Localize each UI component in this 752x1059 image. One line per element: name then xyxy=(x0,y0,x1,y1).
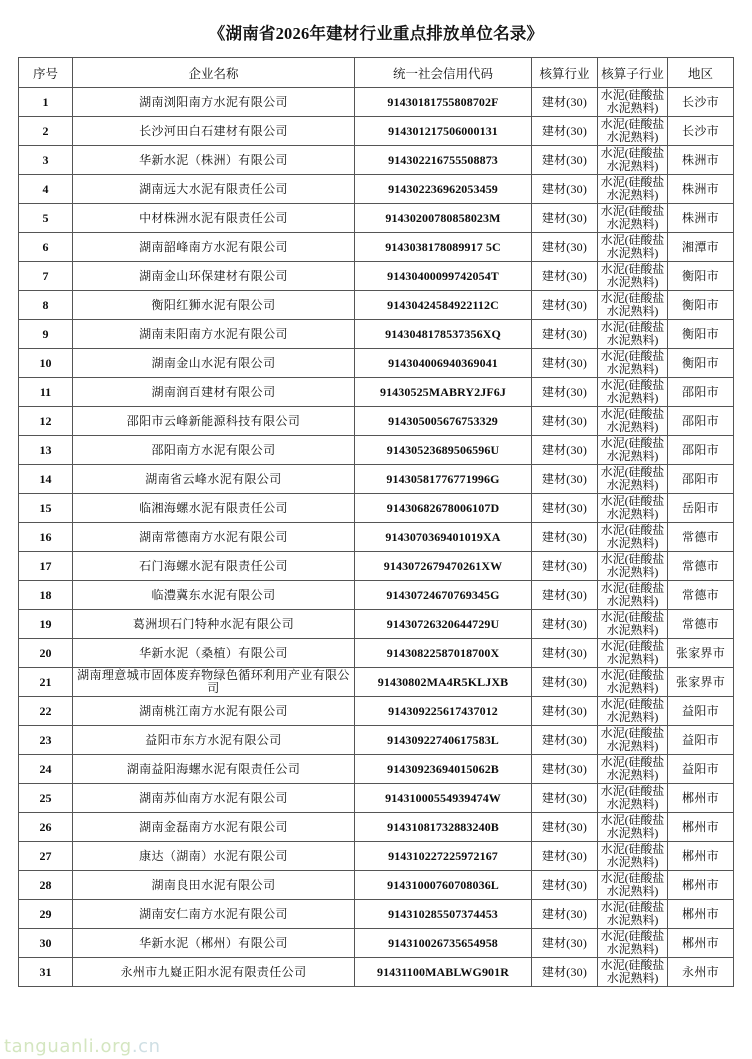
cell-region: 衡阳市 xyxy=(668,349,734,378)
cell-subindustry: 水泥(硅酸盐水泥熟料) xyxy=(598,175,668,204)
cell-region: 长沙市 xyxy=(668,117,734,146)
cell-credit-code: 91430424584922112C xyxy=(355,291,532,320)
cell-region: 岳阳市 xyxy=(668,494,734,523)
cell-region: 衡阳市 xyxy=(668,291,734,320)
cell-sequence-number: 28 xyxy=(19,871,73,900)
cell-industry: 建材(30) xyxy=(532,465,598,494)
cell-credit-code: 914305005676753329 xyxy=(355,407,532,436)
cell-credit-code: 914302216755508873 xyxy=(355,146,532,175)
cell-sequence-number: 5 xyxy=(19,204,73,233)
cell-credit-code: 91431081732883240B xyxy=(355,813,532,842)
cell-credit-code: 914310026735654958 xyxy=(355,929,532,958)
cell-sequence-number: 10 xyxy=(19,349,73,378)
cell-region: 郴州市 xyxy=(668,813,734,842)
table-row xyxy=(19,552,734,581)
cell-credit-code: 91430525MABRY2JF6J xyxy=(355,378,532,407)
table-row xyxy=(19,378,734,407)
cell-sequence-number: 1 xyxy=(19,88,73,117)
cell-credit-code: 9143070369401019XA xyxy=(355,523,532,552)
cell-sequence-number: 29 xyxy=(19,900,73,929)
cell-credit-code: 91430726320644729U xyxy=(355,610,532,639)
cell-industry: 建材(30) xyxy=(532,552,598,581)
cell-region: 张家界市 xyxy=(668,668,734,697)
cell-industry: 建材(30) xyxy=(532,291,598,320)
cell-credit-code: 91430682678006107D xyxy=(355,494,532,523)
column-header-code: 统一社会信用代码 xyxy=(355,58,532,88)
cell-subindustry: 水泥(硅酸盐水泥熟料) xyxy=(598,262,668,291)
cell-industry: 建材(30) xyxy=(532,697,598,726)
cell-region: 衡阳市 xyxy=(668,320,734,349)
cell-region: 张家界市 xyxy=(668,639,734,668)
cell-region: 常德市 xyxy=(668,552,734,581)
cell-credit-code: 91431000760708036L xyxy=(355,871,532,900)
cell-sequence-number: 9 xyxy=(19,320,73,349)
table-row xyxy=(19,813,734,842)
cell-industry: 建材(30) xyxy=(532,233,598,262)
cell-region: 邵阳市 xyxy=(668,378,734,407)
cell-credit-code: 91430523689506596U xyxy=(355,436,532,465)
cell-sequence-number: 27 xyxy=(19,842,73,871)
table-row xyxy=(19,784,734,813)
cell-company-name: 石门海螺水泥有限责任公司 xyxy=(73,552,355,581)
table-row xyxy=(19,697,734,726)
table-row xyxy=(19,117,734,146)
cell-subindustry: 水泥(硅酸盐水泥熟料) xyxy=(598,784,668,813)
cell-industry: 建材(30) xyxy=(532,117,598,146)
cell-company-name: 华新水泥（株洲）有限公司 xyxy=(73,146,355,175)
cell-sequence-number: 15 xyxy=(19,494,73,523)
cell-company-name: 湖南理意城市固体废弃物绿色循环利用产业有限公司 xyxy=(73,668,355,697)
cell-subindustry: 水泥(硅酸盐水泥熟料) xyxy=(598,523,668,552)
cell-company-name: 湖南金山水泥有限公司 xyxy=(73,349,355,378)
cell-company-name: 湖南益阳海螺水泥有限责任公司 xyxy=(73,755,355,784)
cell-region: 衡阳市 xyxy=(668,262,734,291)
cell-subindustry: 水泥(硅酸盐水泥熟料) xyxy=(598,407,668,436)
cell-industry: 建材(30) xyxy=(532,378,598,407)
cell-region: 邵阳市 xyxy=(668,465,734,494)
cell-region: 常德市 xyxy=(668,610,734,639)
cell-industry: 建材(30) xyxy=(532,871,598,900)
cell-company-name: 衡阳红狮水泥有限公司 xyxy=(73,291,355,320)
cell-subindustry: 水泥(硅酸盐水泥熟料) xyxy=(598,813,668,842)
table-row xyxy=(19,900,734,929)
cell-company-name: 临澧冀东水泥有限公司 xyxy=(73,581,355,610)
cell-sequence-number: 8 xyxy=(19,291,73,320)
cell-subindustry: 水泥(硅酸盐水泥熟料) xyxy=(598,755,668,784)
cell-industry: 建材(30) xyxy=(532,813,598,842)
cell-credit-code: 91430822587018700X xyxy=(355,639,532,668)
emission-units-table xyxy=(18,57,734,987)
column-header-seq: 序号 xyxy=(19,58,73,88)
cell-company-name: 湖南常德南方水泥有限公司 xyxy=(73,523,355,552)
cell-subindustry: 水泥(硅酸盐水泥熟料) xyxy=(598,697,668,726)
cell-region: 邵阳市 xyxy=(668,436,734,465)
cell-company-name: 湖南桃江南方水泥有限公司 xyxy=(73,697,355,726)
cell-subindustry: 水泥(硅酸盐水泥熟料) xyxy=(598,552,668,581)
cell-industry: 建材(30) xyxy=(532,581,598,610)
cell-region: 益阳市 xyxy=(668,726,734,755)
cell-region: 永州市 xyxy=(668,958,734,987)
table-row xyxy=(19,523,734,552)
table-row xyxy=(19,262,734,291)
cell-sequence-number: 25 xyxy=(19,784,73,813)
cell-sequence-number: 18 xyxy=(19,581,73,610)
cell-company-name: 葛洲坝石门特种水泥有限公司 xyxy=(73,610,355,639)
table-row xyxy=(19,407,734,436)
column-header-region: 地区 xyxy=(668,58,734,88)
cell-company-name: 湖南良田水泥有限公司 xyxy=(73,871,355,900)
cell-region: 郴州市 xyxy=(668,784,734,813)
table-row xyxy=(19,291,734,320)
cell-sequence-number: 24 xyxy=(19,755,73,784)
cell-industry: 建材(30) xyxy=(532,900,598,929)
cell-company-name: 湖南金山环保建材有限公司 xyxy=(73,262,355,291)
cell-sequence-number: 17 xyxy=(19,552,73,581)
cell-credit-code: 914309225617437012 xyxy=(355,697,532,726)
table-row xyxy=(19,755,734,784)
cell-industry: 建材(30) xyxy=(532,842,598,871)
table-row xyxy=(19,494,734,523)
table-header xyxy=(19,58,734,88)
cell-credit-code: 91430923694015062B xyxy=(355,755,532,784)
cell-industry: 建材(30) xyxy=(532,784,598,813)
cell-credit-code: 914301217506000131 xyxy=(355,117,532,146)
cell-company-name: 益阳市东方水泥有限公司 xyxy=(73,726,355,755)
cell-subindustry: 水泥(硅酸盐水泥熟料) xyxy=(598,726,668,755)
cell-subindustry: 水泥(硅酸盐水泥熟料) xyxy=(598,610,668,639)
cell-credit-code: 91430922740617583L xyxy=(355,726,532,755)
cell-company-name: 湖南省云峰水泥有限公司 xyxy=(73,465,355,494)
cell-subindustry: 水泥(硅酸盐水泥熟料) xyxy=(598,581,668,610)
cell-region: 郴州市 xyxy=(668,842,734,871)
cell-subindustry: 水泥(硅酸盐水泥熟料) xyxy=(598,465,668,494)
cell-industry: 建材(30) xyxy=(532,349,598,378)
cell-subindustry: 水泥(硅酸盐水泥熟料) xyxy=(598,639,668,668)
cell-region: 郴州市 xyxy=(668,929,734,958)
cell-subindustry: 水泥(硅酸盐水泥熟料) xyxy=(598,378,668,407)
table-body xyxy=(19,88,734,987)
cell-subindustry: 水泥(硅酸盐水泥熟料) xyxy=(598,494,668,523)
cell-credit-code: 91430181755808702F xyxy=(355,88,532,117)
cell-industry: 建材(30) xyxy=(532,146,598,175)
table-row xyxy=(19,88,734,117)
cell-industry: 建材(30) xyxy=(532,726,598,755)
cell-sequence-number: 11 xyxy=(19,378,73,407)
table-row xyxy=(19,668,734,697)
cell-company-name: 永州市九嶷正阳水泥有限责任公司 xyxy=(73,958,355,987)
cell-company-name: 中材株洲水泥有限责任公司 xyxy=(73,204,355,233)
cell-industry: 建材(30) xyxy=(532,204,598,233)
cell-region: 湘潭市 xyxy=(668,233,734,262)
cell-region: 益阳市 xyxy=(668,697,734,726)
cell-credit-code: 91430200780858023M xyxy=(355,204,532,233)
cell-industry: 建材(30) xyxy=(532,958,598,987)
cell-subindustry: 水泥(硅酸盐水泥熟料) xyxy=(598,900,668,929)
cell-company-name: 临湘海螺水泥有限责任公司 xyxy=(73,494,355,523)
cell-company-name: 湖南安仁南方水泥有限公司 xyxy=(73,900,355,929)
cell-region: 邵阳市 xyxy=(668,407,734,436)
cell-industry: 建材(30) xyxy=(532,262,598,291)
cell-industry: 建材(30) xyxy=(532,175,598,204)
cell-company-name: 湖南韶峰南方水泥有限公司 xyxy=(73,233,355,262)
cell-industry: 建材(30) xyxy=(532,929,598,958)
cell-company-name: 湖南苏仙南方水泥有限公司 xyxy=(73,784,355,813)
table-row xyxy=(19,146,734,175)
watermark-domain-tld: .cn xyxy=(131,1036,161,1057)
cell-sequence-number: 16 xyxy=(19,523,73,552)
cell-subindustry: 水泥(硅酸盐水泥熟料) xyxy=(598,88,668,117)
cell-sequence-number: 12 xyxy=(19,407,73,436)
cell-company-name: 湖南润百建材有限公司 xyxy=(73,378,355,407)
cell-industry: 建材(30) xyxy=(532,523,598,552)
cell-credit-code: 91431000554939474W xyxy=(355,784,532,813)
cell-region: 株洲市 xyxy=(668,204,734,233)
cell-company-name: 邵阳市云峰新能源科技有限公司 xyxy=(73,407,355,436)
cell-industry: 建材(30) xyxy=(532,610,598,639)
column-header-industry: 核算行业 xyxy=(532,58,598,88)
cell-credit-code: 9143048178537356XQ xyxy=(355,320,532,349)
cell-subindustry: 水泥(硅酸盐水泥熟料) xyxy=(598,668,668,697)
table-row xyxy=(19,726,734,755)
cell-sequence-number: 26 xyxy=(19,813,73,842)
cell-credit-code: 914302236962053459 xyxy=(355,175,532,204)
table-row xyxy=(19,465,734,494)
cell-region: 益阳市 xyxy=(668,755,734,784)
cell-company-name: 康达（湖南）水泥有限公司 xyxy=(73,842,355,871)
cell-sequence-number: 22 xyxy=(19,697,73,726)
cell-company-name: 华新水泥（郴州）有限公司 xyxy=(73,929,355,958)
table-row xyxy=(19,929,734,958)
table-row xyxy=(19,842,734,871)
cell-sequence-number: 31 xyxy=(19,958,73,987)
table-row xyxy=(19,610,734,639)
cell-subindustry: 水泥(硅酸盐水泥熟料) xyxy=(598,958,668,987)
cell-sequence-number: 13 xyxy=(19,436,73,465)
cell-company-name: 湖南远大水泥有限责任公司 xyxy=(73,175,355,204)
cell-credit-code: 91430581776771996G xyxy=(355,465,532,494)
cell-credit-code: 914310227225972167 xyxy=(355,842,532,871)
cell-sequence-number: 14 xyxy=(19,465,73,494)
column-header-name: 企业名称 xyxy=(73,58,355,88)
cell-industry: 建材(30) xyxy=(532,407,598,436)
cell-subindustry: 水泥(硅酸盐水泥熟料) xyxy=(598,117,668,146)
cell-sequence-number: 6 xyxy=(19,233,73,262)
cell-subindustry: 水泥(硅酸盐水泥熟料) xyxy=(598,929,668,958)
table-row xyxy=(19,639,734,668)
cell-subindustry: 水泥(硅酸盐水泥熟料) xyxy=(598,436,668,465)
cell-industry: 建材(30) xyxy=(532,755,598,784)
cell-sequence-number: 7 xyxy=(19,262,73,291)
cell-credit-code: 914310285507374453 xyxy=(355,900,532,929)
cell-subindustry: 水泥(硅酸盐水泥熟料) xyxy=(598,204,668,233)
cell-sequence-number: 30 xyxy=(19,929,73,958)
cell-company-name: 长沙河田白石建材有限公司 xyxy=(73,117,355,146)
cell-company-name: 湖南浏阳南方水泥有限公司 xyxy=(73,88,355,117)
cell-subindustry: 水泥(硅酸盐水泥熟料) xyxy=(598,233,668,262)
cell-subindustry: 水泥(硅酸盐水泥熟料) xyxy=(598,842,668,871)
cell-credit-code: 91431100MABLWG901R xyxy=(355,958,532,987)
cell-region: 常德市 xyxy=(668,581,734,610)
cell-industry: 建材(30) xyxy=(532,668,598,697)
table-row xyxy=(19,871,734,900)
cell-region: 株洲市 xyxy=(668,146,734,175)
table-row xyxy=(19,233,734,262)
cell-credit-code: 91430802MA4R5KLJXB xyxy=(355,668,532,697)
cell-industry: 建材(30) xyxy=(532,88,598,117)
table-row xyxy=(19,436,734,465)
cell-credit-code: 914304006940369041 xyxy=(355,349,532,378)
cell-company-name: 湖南金磊南方水泥有限公司 xyxy=(73,813,355,842)
table-row xyxy=(19,581,734,610)
table-row xyxy=(19,204,734,233)
column-header-subindustry: 核算子行业 xyxy=(598,58,668,88)
cell-sequence-number: 2 xyxy=(19,117,73,146)
cell-credit-code: 91430724670769345G xyxy=(355,581,532,610)
cell-region: 长沙市 xyxy=(668,88,734,117)
cell-subindustry: 水泥(硅酸盐水泥熟料) xyxy=(598,291,668,320)
cell-sequence-number: 19 xyxy=(19,610,73,639)
cell-subindustry: 水泥(硅酸盐水泥熟料) xyxy=(598,320,668,349)
cell-sequence-number: 23 xyxy=(19,726,73,755)
table-row xyxy=(19,349,734,378)
cell-region: 郴州市 xyxy=(668,900,734,929)
cell-subindustry: 水泥(硅酸盐水泥熟料) xyxy=(598,349,668,378)
cell-company-name: 湖南耒阳南方水泥有限公司 xyxy=(73,320,355,349)
cell-credit-code: 9143038178089917 5C xyxy=(355,233,532,262)
cell-industry: 建材(30) xyxy=(532,494,598,523)
cell-subindustry: 水泥(硅酸盐水泥熟料) xyxy=(598,146,668,175)
site-watermark xyxy=(4,1036,161,1057)
cell-sequence-number: 21 xyxy=(19,668,73,697)
cell-sequence-number: 20 xyxy=(19,639,73,668)
cell-credit-code: 91430400099742054T xyxy=(355,262,532,291)
table-row xyxy=(19,958,734,987)
cell-sequence-number: 3 xyxy=(19,146,73,175)
cell-region: 株洲市 xyxy=(668,175,734,204)
cell-company-name: 华新水泥（桑植）有限公司 xyxy=(73,639,355,668)
cell-industry: 建材(30) xyxy=(532,436,598,465)
table-row xyxy=(19,175,734,204)
cell-subindustry: 水泥(硅酸盐水泥熟料) xyxy=(598,871,668,900)
cell-credit-code: 9143072679470261XW xyxy=(355,552,532,581)
cell-company-name: 邵阳南方水泥有限公司 xyxy=(73,436,355,465)
page-title: 《湖南省2026年建材行业重点排放单位名录》 xyxy=(208,24,544,43)
cell-sequence-number: 4 xyxy=(19,175,73,204)
table-header-row xyxy=(19,58,734,88)
cell-industry: 建材(30) xyxy=(532,320,598,349)
cell-region: 郴州市 xyxy=(668,871,734,900)
watermark-domain-name: tanguanli.org xyxy=(4,1036,132,1057)
cell-industry: 建材(30) xyxy=(532,639,598,668)
cell-region: 常德市 xyxy=(668,523,734,552)
table-row xyxy=(19,320,734,349)
